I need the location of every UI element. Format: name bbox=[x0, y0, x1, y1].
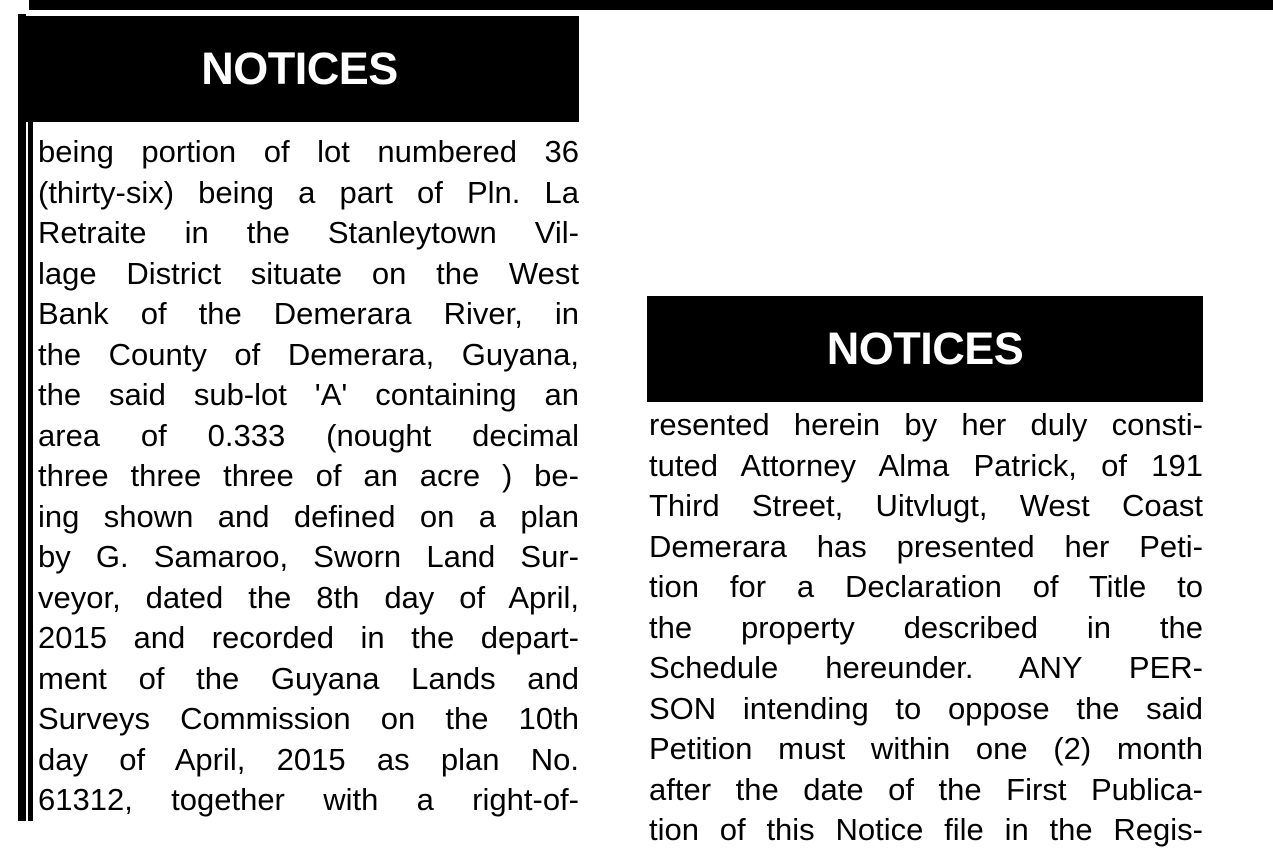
text-line: 2015 and recorded in the depart- bbox=[38, 620, 579, 655]
left-notice-body bbox=[38, 132, 579, 821]
top-border-rule bbox=[29, 0, 1273, 10]
text-line: three three three of an acre ) be- bbox=[38, 458, 579, 493]
text-line: veyor, dated the 8th day of April, bbox=[38, 579, 579, 615]
text-line: (thirty-six) being a part of Pln. La bbox=[38, 174, 579, 210]
text-line: the said sub-lot 'A' containing an bbox=[38, 377, 579, 412]
text-line: Surveys Commission on the 10th bbox=[38, 701, 579, 736]
text-line: after the date of the First Publica- bbox=[649, 771, 1203, 807]
text-line: ment of the Guyana Lands and bbox=[38, 660, 579, 696]
notices-heading-text: NOTICES bbox=[826, 323, 1024, 374]
notices-heading-text: NOTICES bbox=[201, 43, 398, 94]
text-line: Demerara has presented her Peti- bbox=[649, 528, 1203, 564]
text-line: the property described in the bbox=[649, 609, 1203, 645]
text-line: tion for a Declaration of Title to bbox=[649, 569, 1203, 604]
text-line: by G. Samaroo, Sworn Land Sur- bbox=[38, 539, 579, 574]
text-line: area of 0.333 (nought decimal bbox=[38, 417, 579, 453]
text-line: Schedule hereunder. ANY PER- bbox=[649, 650, 1203, 685]
notices-heading-right bbox=[647, 296, 1203, 402]
text-line: tuted Attorney Alma Patrick, of 191 bbox=[649, 447, 1203, 483]
text-line: Petition must within one (2) month bbox=[649, 731, 1203, 766]
notices-heading-left bbox=[20, 16, 579, 122]
left-border-rule bbox=[18, 14, 26, 821]
text-line: tion of this Notice file in the Regis- bbox=[649, 812, 1203, 847]
text-line: Retraite in the Stanleytown Vil- bbox=[38, 215, 579, 250]
text-line: ing shown and defined on a plan bbox=[38, 498, 579, 534]
text-line: Bank of the Demerara River, in bbox=[38, 296, 579, 331]
text-line: 61312, together with a right-of- bbox=[38, 782, 579, 817]
text-line: Third Street, Uitvlugt, West Coast bbox=[649, 488, 1203, 523]
column-divider-rule bbox=[28, 121, 33, 821]
text-line: resented herein by her duly consti- bbox=[649, 407, 1203, 442]
text-line: the County of Demerara, Guyana, bbox=[38, 336, 579, 372]
right-notice-body bbox=[649, 405, 1203, 847]
text-line: being portion of lot numbered 36 bbox=[38, 134, 579, 169]
text-line: lage District situate on the West bbox=[38, 255, 579, 291]
text-line: SON intending to oppose the said bbox=[649, 690, 1203, 726]
text-line: day of April, 2015 as plan No. bbox=[38, 741, 579, 777]
